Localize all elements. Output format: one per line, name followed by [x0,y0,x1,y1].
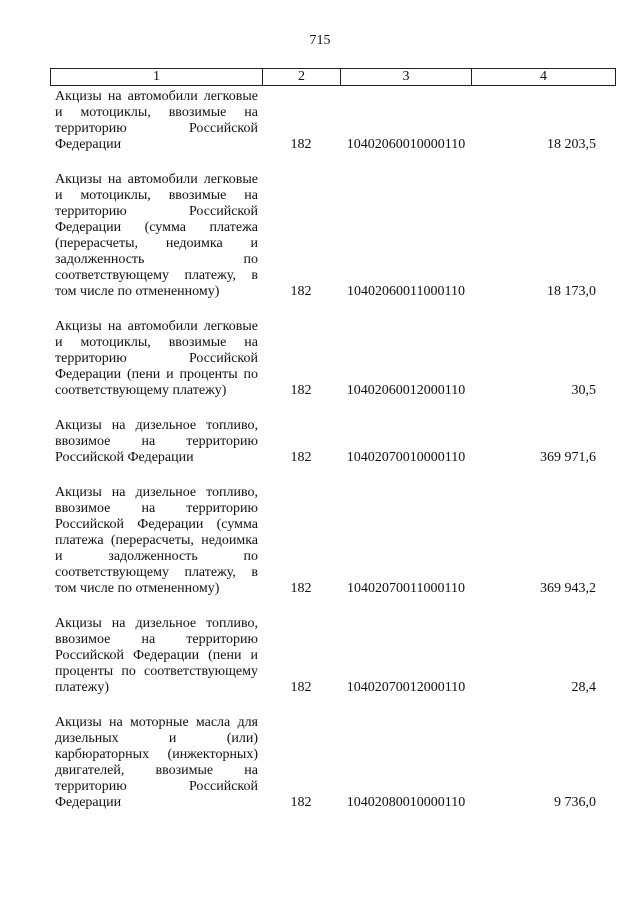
row-amount: 28,4 [571,680,596,695]
row-budget-code: 10402070012000110 [346,680,466,695]
row-admin-code: 182 [290,284,312,299]
header-col-4: 4 [540,69,547,84]
table-row [55,715,596,811]
row-description: Акцизы на дизельное топливо, ввозимое на территорию Российской Федерации (пени и проценты по соответствующему платежу) [55,616,258,695]
table-row [55,172,596,300]
row-budget-code: 10402060012000110 [346,383,466,398]
row-description: Акцизы на дизельное топливо, ввозимое на территорию Российской Федерации (сумма платежа (перерасчеты, недоимка и задолженность по соответствующему платежу, в том числе по отмененному) [55,485,258,596]
row-description: Акцизы на моторные масла для дизельных и (или) карбюраторных (инжекторных) двигателей, ввозимые на территорию Российской Федерации [55,715,258,810]
page-number: 715 [309,33,331,48]
row-description: Акцизы на автомобили легковые и мотоциклы, ввозимые на территорию Российской Федерации (пени и проценты по соответствующему платежу) [55,319,258,398]
row-admin-code: 182 [290,581,312,596]
row-budget-code: 10402070011000110 [347,581,465,596]
row-amount: 369 943,2 [540,581,596,596]
row-amount: 369 971,6 [540,450,596,465]
row-admin-code: 182 [290,383,312,398]
table-header [50,68,616,86]
row-admin-code: 182 [290,137,312,152]
header-col-2: 2 [263,69,341,85]
row-budget-code: 10402070010000110 [346,450,466,465]
row-budget-code: 10402080010000110 [346,795,466,810]
row-amount: 9 736,0 [554,795,596,810]
table-row [55,418,596,466]
table-row [55,319,596,399]
row-admin-code: 182 [290,680,312,695]
row-amount: 30,5 [571,383,596,398]
header-col-1: 1 [51,69,263,85]
table-row [55,89,596,153]
row-description: Акцизы на автомобили легковые и мотоциклы, ввозимые на территорию Российской Федерации [55,89,258,152]
row-amount: 18 173,0 [547,284,596,299]
row-description: Акцизы на дизельное топливо, ввозимое на территорию Российской Федерации [55,418,258,465]
table-row [55,616,596,696]
row-budget-code: 10402060011000110 [347,284,465,299]
row-budget-code: 10402060010000110 [346,137,466,152]
row-description: Акцизы на автомобили легковые и мотоциклы, ввозимые на территорию Российской Федерации (сумма платежа (перерасчеты, недоимка и задолженность по соответствующему платежу, в том числе по отмененному) [55,172,258,299]
row-amount: 18 203,5 [547,137,596,152]
table-row [55,485,596,597]
header-col-3: 3 [341,69,472,85]
row-admin-code: 182 [290,450,312,465]
row-admin-code: 182 [290,795,312,810]
table-body [55,89,596,811]
